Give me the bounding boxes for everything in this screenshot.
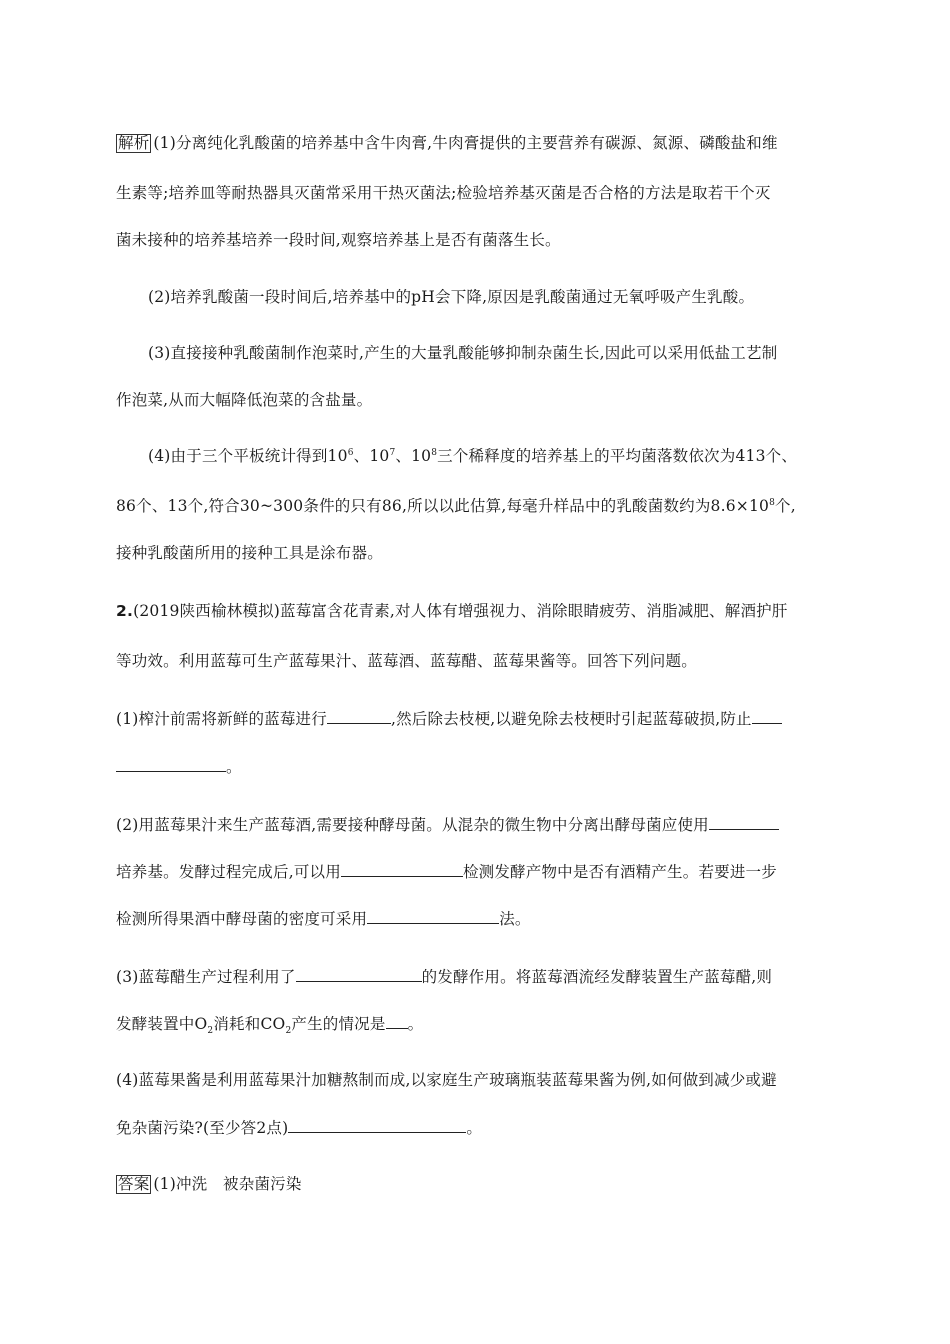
answer-section [116, 1174, 302, 1194]
sub-question-3-line [116, 1013, 424, 1037]
analysis-line [116, 133, 778, 153]
question-intro-line: 等功效。利用蓝莓可生产蓝莓果汁、蓝莓酒、蓝莓醋、蓝莓果酱等。回答下列问题。 [116, 652, 697, 670]
exponent: 7 [389, 447, 396, 458]
text-run: (3)蓝莓醋生产过程利用了 [116, 968, 296, 986]
answer-blank[interactable] [288, 1117, 466, 1133]
analysis-line [116, 496, 796, 516]
sub-question-2-line [116, 908, 531, 929]
subscript: 2 [207, 1026, 214, 1037]
text-run: 、10 [395, 447, 432, 465]
analysis-tag: 解析 [118, 134, 150, 152]
text-run: ,然后除去枝梗,以避免除去枝梗时引起蓝莓破损,防止 [390, 710, 752, 728]
analysis-line: 生素等;培养皿等耐热器具灭菌常采用干热灭菌法;检验培养基灭菌是否合格的方法是取若干个灭 [116, 184, 771, 202]
text-run: 86个、13个,符合30~300条件的只有86,所以以此估算,每毫升样品中的乳酸菌数约为8.6×10 [116, 497, 770, 515]
exponent: 8 [431, 447, 438, 458]
text-run: 消耗和CO [213, 1015, 286, 1033]
text-run: 免杂菌污染?(至少答2点) [116, 1119, 289, 1137]
answer-blank[interactable] [327, 708, 391, 724]
analysis-text: (1)分离纯化乳酸菌的培养基中含牛肉膏,牛肉膏提供的主要营养有碳源、氮源、磷酸盐和维 [153, 134, 778, 152]
text-run: 的发酵作用。将蓝莓酒流经发酵装置生产蓝莓醋,则 [421, 968, 773, 986]
answer-blank[interactable] [709, 814, 779, 830]
answer-blank[interactable] [367, 908, 499, 924]
analysis-line: 菌未接种的培养基培养一段时间,观察培养基上是否有菌落生长。 [116, 231, 561, 249]
question-intro [116, 601, 788, 621]
analysis-paragraph-2: (2)培养乳酸菌一段时间后,培养基中的pH会下降,原因是乳酸菌通过无氧呼吸产生乳酸。 [148, 288, 755, 306]
text-run: 个, [775, 497, 796, 515]
text-run: (2019陕西榆林模拟)蓝莓富含花青素,对人体有增强视力、消除眼睛疲劳、消脂减肥、解酒护肝 [133, 602, 788, 620]
text-run: 。 [226, 758, 242, 776]
sub-question-1 [116, 708, 782, 729]
text-run: 、10 [353, 447, 390, 465]
exponent: 8 [769, 497, 776, 508]
sub-question-4: (4)蓝莓果酱是利用蓝莓果汁加糖熬制而成,以家庭生产玻璃瓶装蓝莓果酱为例,如何做到减少或避 [116, 1071, 777, 1089]
analysis-paragraph-3: (3)直接接种乳酸菌制作泡菜时,产生的大量乳酸能够抑制杂菌生长,因此可以采用低盐工艺制 [148, 344, 778, 362]
analysis-line: 接种乳酸菌所用的接种工具是涂布器。 [116, 544, 383, 562]
text-run: 三个稀释度的培养基上的平均菌落数依次为413个、 [437, 447, 798, 465]
text-run: 法。 [499, 910, 531, 928]
answer-blank[interactable] [341, 861, 463, 877]
sub-question-4-line [116, 1117, 482, 1138]
text-run: 检测所得果酒中酵母菌的密度可采用 [116, 910, 368, 928]
sub-question-2 [116, 814, 779, 835]
text-run: 。 [466, 1119, 483, 1137]
answer-blank[interactable] [386, 1013, 408, 1029]
answer-tag: 答案 [118, 1175, 150, 1193]
analysis-paragraph-4 [148, 446, 797, 466]
answer-blank[interactable] [752, 708, 782, 724]
text-run: 发酵装置中O [116, 1015, 208, 1033]
text-run: (4)由于三个平板统计得到10 [148, 447, 348, 465]
subscript: 2 [285, 1026, 292, 1037]
question-number: 2. [116, 602, 134, 620]
sub-question-2-line [116, 861, 777, 882]
text-run: (1)榨汁前需将新鲜的蓝莓进行 [116, 710, 327, 728]
analysis-line: 作泡菜,从而大幅降低泡菜的含盐量。 [116, 391, 373, 409]
answer-blank[interactable] [116, 756, 226, 772]
exponent: 6 [347, 447, 354, 458]
sub-question-3 [116, 966, 772, 987]
sub-question-1-cont [116, 756, 242, 777]
text-run: 检测发酵产物中是否有酒精产生。若要进一步 [462, 863, 777, 881]
text-run: 。 [407, 1015, 424, 1033]
text-run: (2)用蓝莓果汁来生产蓝莓酒,需要接种酵母菌。从混杂的微生物中分离出酵母菌应使用 [116, 816, 709, 834]
text-run: 产生的情况是 [291, 1015, 386, 1033]
answer-text: (1)冲洗 被杂菌污染 [153, 1175, 302, 1193]
answer-blank[interactable] [296, 966, 422, 982]
text-run: 培养基。发酵过程完成后,可以用 [116, 863, 341, 881]
